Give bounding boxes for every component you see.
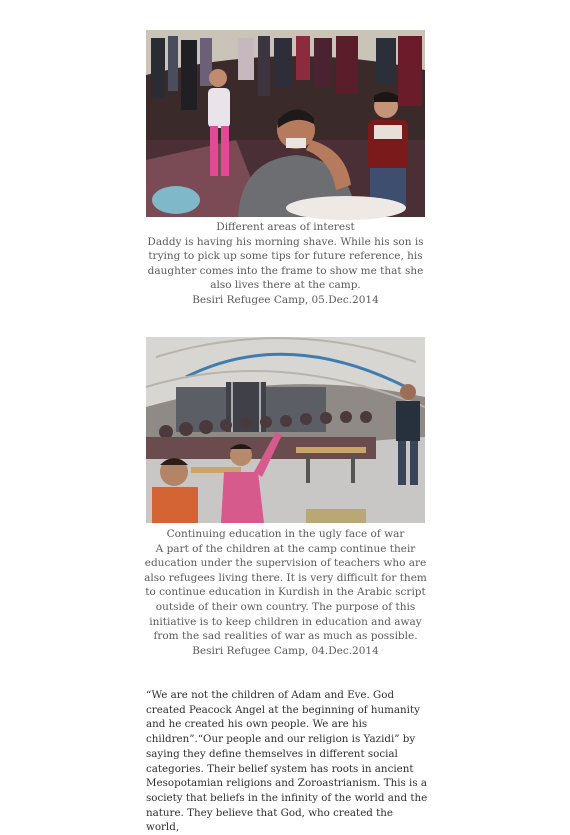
caption-body: A part of the children at the camp continue their education under the supervision of teachers who are also refugees living there. It is very difficult for them to continue education in Kurdish in the Arabic script outside of their own country. The purpose of this initiative is to keep children in education and away from the sad realities of war as much as possible. [144,542,427,643]
quote-text: “We are not the children of Adam and Eve. God created Peacock Angel at the beginning of humanity and he created his own people. We are his children”.“Our people and our religion is Yazidi” by saying they define themselves in different social categories. Their belief system has roots in ancient Mesopotamian religions and Zoroastrianism. This is a society that beliefs in the infinity of the world and the nature. They believe that God, who created the world, [146,689,428,834]
photo-icon [146,337,425,523]
photo-shaving[interactable] [146,30,425,217]
photo-icon [146,30,425,217]
caption-body: Daddy is having his morning shave. While his son is trying to pick up some tips for future reference, his daughter comes into the frame to show me that she also lives there at the camp. [147,235,424,292]
caption-title: Continuing education in the ugly face of war [166,528,405,540]
caption-classroom [140,527,431,658]
caption-place-date: Besiri Refugee Camp, 04.Dec.2014 [192,644,379,657]
caption-title: Different areas of interest [216,221,355,233]
caption-shaving [140,220,431,308]
yazidi-quote-paragraph [146,688,428,835]
photo-classroom[interactable] [146,337,425,523]
caption-place-date: Besiri Refugee Camp, 05.Dec.2014 [192,293,379,306]
previous-caption-fragment [200,0,370,3]
